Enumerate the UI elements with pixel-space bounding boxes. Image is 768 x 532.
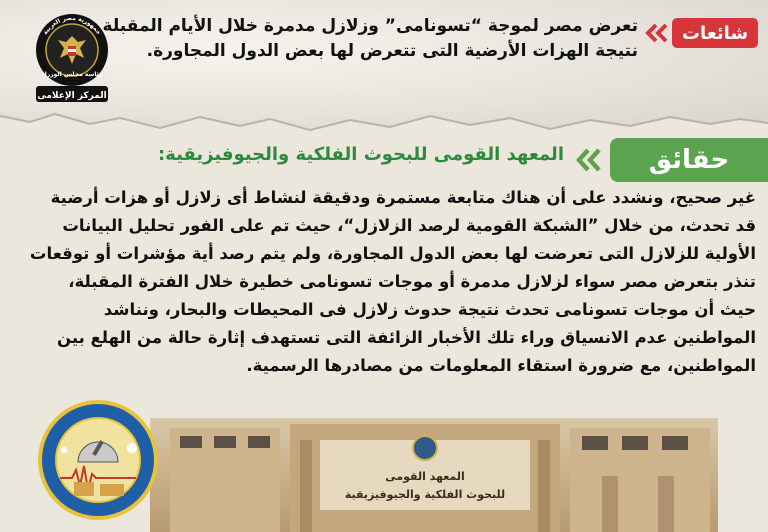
facts-line: المواطنين عدم الانسياق وراء تلك الأخبار الزائفة التى تستهدف إثارة حالة من الهلع بين bbox=[57, 328, 756, 347]
institute-seal bbox=[38, 400, 158, 520]
rumor-text bbox=[102, 14, 638, 64]
media-center-logo bbox=[32, 10, 112, 106]
rumor-line: تعرض مصر لموجة “تسونامى” وزلازل مدمرة خلال الأيام المقبلة bbox=[102, 16, 638, 36]
facts-line: غير صحيح، ونشدد على أن هناك متابعة مستمرة ودقيقة لنشاط أى زلازل أو هزات أرضية bbox=[50, 188, 756, 207]
rumor-badge bbox=[672, 18, 758, 48]
facts-line: حيث أن موجات تسونامى تحدث نتيجة حدوث زلازل فى المحيطات والبحار، ونناشد bbox=[103, 300, 756, 319]
double-chevron-left-icon bbox=[644, 23, 668, 43]
building-sign-line2: للبحوث الفلكية والجيوفيزيقية bbox=[344, 488, 506, 501]
rumor-badge-label: شائعات bbox=[681, 22, 749, 44]
facts-line: الأولية للزلازل التى تعرضت لها بعض الدول المجاورة، ولم يتم رصد أية مؤشرات أو توقعات bbox=[29, 244, 756, 263]
logo-bottom-text: المركز الإعلامى bbox=[37, 91, 107, 101]
double-chevron-left-icon bbox=[574, 148, 602, 172]
logo-middle-text: رئاسة مجلس الوزراء bbox=[41, 71, 103, 78]
facts-line: تنذر بتعرض مصر سواء لزلازل مدمرة أو موجات تسونامى خطيرة خلال الفترة المقبلة، bbox=[68, 272, 756, 291]
facts-line: المواطنين، مع ضرورة استقاء المعلومات من مصادرها الرسمية. bbox=[246, 356, 756, 375]
logo-top-text: جمهورية مصر العربية bbox=[41, 14, 103, 37]
facts-badge bbox=[610, 138, 768, 182]
institute-building-photo bbox=[150, 418, 718, 532]
facts-source-title: المعهد القومى للبحوث الفلكية والجيوفيزيقية: bbox=[157, 144, 564, 165]
rumor-line: نتيجة الهزات الأرضية التى تتعرض لها بعض الدول المجاورة. bbox=[146, 41, 638, 61]
building-sign-line1: المعهد القومى bbox=[385, 470, 465, 483]
facts-line: قد تحدث، من خلال ”الشبكة القومية لرصد الزلازل“، حيث تم على الفور تحليل البيانات bbox=[62, 216, 756, 235]
facts-body bbox=[12, 184, 756, 380]
facts-badge-label: حقائق bbox=[648, 145, 730, 175]
